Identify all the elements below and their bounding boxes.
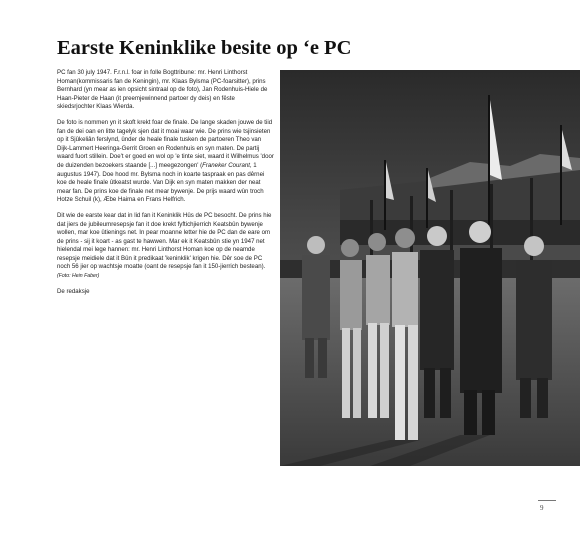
paragraph-caption: PC fan 30 july 1947. F.r.n.l. foar in folle Bogttribune: mr. Henri Linthorst Homan(kommissaris fan de Keningin), mr. Klaas Bylsma (PC-foarsitter), prins Bernhard (yn mear as ien opsicht sintraal op de foto), Jan Rodenhuis-Hiele de Haan-Pieter de Haan (it preemjewinnend partoer dy deis) en fêste skiedsrjochter Klaas Wierda. — [57, 69, 268, 111]
paragraph-history — [57, 212, 274, 281]
paragraph-history-text: Dit wie de earste kear dat in lid fan it Keninklik Hûs de PC besocht. De prins hie dat jiers de jubileumresepsje fan it doe krekt fyftichjierrich Keatsbûn bywenje wollen, mar koe ûtienings net. In pear moanne letter hie de PC dan de eare om de prins - sij it koart - as gast te hawwen. Mar ek it Keatsbûn stie yn 1947 net hielendal mei lege hannen: mr. Henri Linthorst Homan koe op de neamde resepsje meidiele dat it Bûn it predikaat 'keninklik' krigen hie. Dêr soe de PC noch 56 jier op wachtsje moatte (oant de resepsje fan it 150-jierrich bestean). — [57, 211, 272, 271]
photo-credit: (Foto: Hein Faber) — [57, 273, 100, 280]
paragraph-description-text: De foto is nommen yn it skoft krekt foar de finale. De lange skaden jouwe de tiid fan de dei oan en litte tagelyk sjen dat it moai waar wie. De prins wie tsjinsieten op it Sjûkeliân ferslynd, ûnder de heale finale tusken de partoeren Theo van Dijk-Lammert Heeringa-Gerrit Groen en Rodenhuis en syn maten. De partij waard fuort stillein. Doe't er goed en wol op 'e tinte siet, waard it Wilhelmus 'door de duizenden bezoekers staande [...] meegezongen' ( — [57, 118, 274, 169]
article-body — [57, 69, 274, 303]
paragraph-description-end: , 1 augustus 1947). Doe hood mr. Bylsma noch in koarte taspraak en pas dêrnei koe de heale finale ûtkeatst wurde. Van Dijk en syn maten makken der neat mear fan. De prins koe de finale net mear bywenje. De prijs waard wûn troch Hotze Schuil (k), Æbe Haima en Frans Helfrich. — [57, 161, 265, 204]
page-number-rule — [538, 500, 556, 501]
page-number: 9 — [540, 504, 544, 512]
article-title: Earste Keninklike besite op ‘e PC — [57, 37, 352, 59]
paragraph-description — [57, 119, 274, 205]
signature: De redaksje — [57, 287, 90, 295]
newspaper-name: Franeker Courant — [202, 161, 250, 169]
historic-photo — [280, 70, 580, 466]
